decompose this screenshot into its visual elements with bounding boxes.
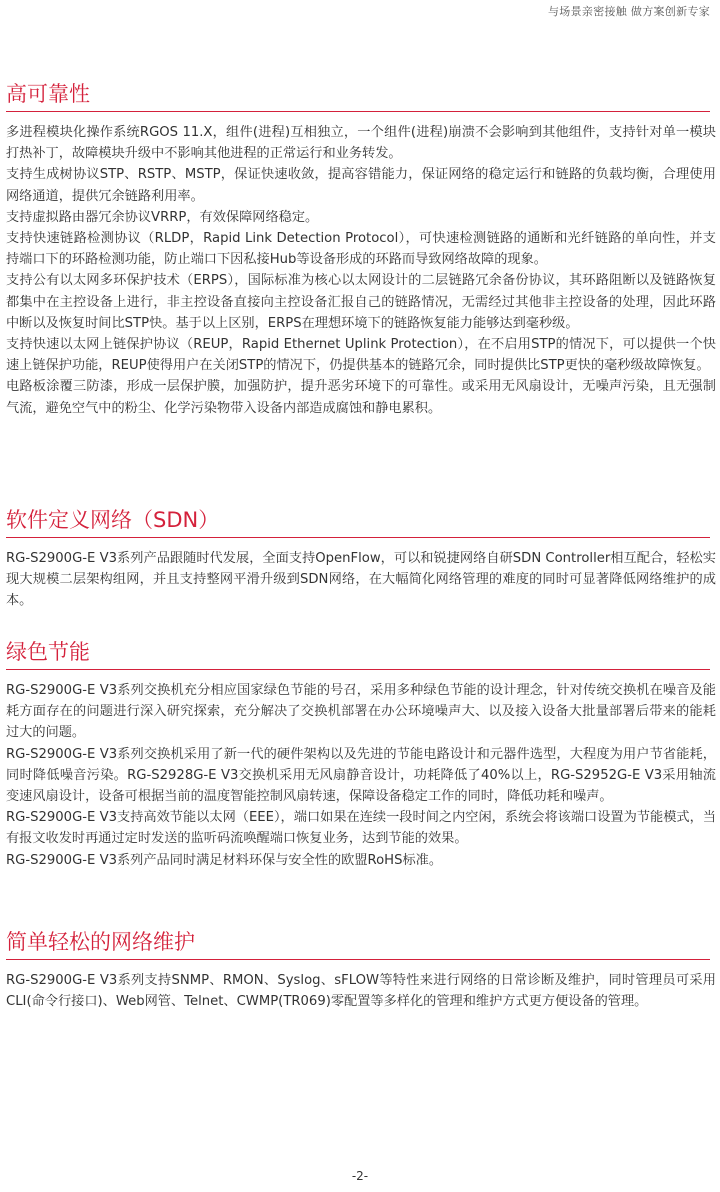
section-title: 绿色节能 <box>6 638 710 670</box>
page-number: -2- <box>351 1169 369 1183</box>
section-body <box>0 970 720 1012</box>
section-title: 高可靠性 <box>6 80 710 112</box>
paragraph: 电路板涂覆三防漆，形成一层保护膜，加强防护，提升恶劣环境下的可靠性。或采用无风扇设计，无噪声污染，且无强制气流，避免空气中的粉尘、化学污染物带入设备内部造成腐蚀和静电累积。 <box>6 379 716 416</box>
paragraph: 支持虚拟路由器冗余协议VRRP，有效保障网络稳定。 <box>6 209 319 225</box>
paragraph: 支持生成树协议STP、RSTP、MSTP，保证快速收敛，提高容错能力，保证网络的稳定运行和链路的负载均衡，合理使用网络通道，提供冗余链路利用率。 <box>6 167 716 204</box>
paragraph: RG-S2900G-E V3支持高效节能以太网（EEE），端口如果在连续一段时间之内空闲，系统会将该端口设置为节能模式，当有报文收发时再通过定时发送的监听码流唤醒端口恢复业务，达到节能的效果。 <box>6 810 716 847</box>
paragraph: 支持快速链路检测协议（RLDP，Rapid Link Detection Protocol），可快速检测链路的通断和光纤链路的单向性，并支持端口下的环路检测功能，防止端口下因私接Hub等设备形成的环路而导致网络故障的现象。 <box>6 231 716 268</box>
section-body <box>0 680 720 871</box>
paragraph: RG-S2900G-E V3系列产品同时满足材料环保与安全性的欧盟RoHS标准。 <box>6 852 443 868</box>
section-body <box>0 122 720 419</box>
paragraph: 支持快速以太网上链保护协议（REUP，Rapid Ethernet Uplink Protection），在不启用STP的情况下，可以提供一个快速上链保护功能，REUP使得用户在关闭STP的情况下，仍提供基本的链路冗余，同时提供比STP更快的毫秒级故障恢复。 <box>6 337 716 374</box>
paragraph: 多进程模块化操作系统RGOS 11.X，组件(进程)互相独立，一个组件(进程)崩溃不会影响到其他组件，支持针对单一模块打热补丁，故障模块升级中不影响其他进程的正常运行和业务转发。 <box>6 125 716 162</box>
paragraph: RG-S2900G-E V3系列支持SNMP、RMON、Syslog、sFLOW等特性来进行网络的日常诊断及维护，同时管理员可采用CLI(命令行接口)、Web网管、Telnet、CWMP(TR069)零配置等多样化的管理和维护方式更方便设备的管理。 <box>6 973 716 1010</box>
section-sdn <box>0 506 720 612</box>
paragraph: RG-S2900G-E V3系列产品跟随时代发展，全面支持OpenFlow，可以和锐捷网络自研SDN Controller相互配合，轻松实现大规模二层架构组网，并且支持整网平滑升级到SDN网络，在大幅简化网络管理的难度的同时可显著降低网络维护的成本。 <box>6 551 716 609</box>
section-body <box>0 548 720 612</box>
header-tagline: 与场景亲密接触 做方案创新专家 <box>548 5 710 18</box>
section-green-energy <box>0 638 720 871</box>
section-maintenance <box>0 928 720 1012</box>
paragraph: RG-S2900G-E V3系列交换机采用了新一代的硬件架构以及先进的节能电路设计和元器件选型，大程度为用户节省能耗，同时降低噪音污染。RG-S2928G-E V3交换机采用无风扇静音设计，功耗降低了40%以上，RG-S2952G-E V3采用轴流变速风扇设计，设备可根据当前的温度智能控制风扇转速，保障设备稳定工作的同时，降低功耗和噪声。 <box>6 746 716 805</box>
paragraph: 支持公有以太网多环保护技术（ERPS），国际标准为核心以太网设计的二层链路冗余备份协议，其环路阻断以及链路恢复都集中在主控设备上进行，非主控设备直接向主控设备汇报自己的链路情况，无需经过其他非主控设备的处理，因此环路中断以及恢复时间比STP快。基于以上区别，ERPS在理想环境下的链路恢复能力能够达到毫秒级。 <box>6 273 716 331</box>
section-title: 简单轻松的网络维护 <box>6 928 710 960</box>
paragraph: RG-S2900G-E V3系列交换机充分相应国家绿色节能的号召，采用多种绿色节能的设计理念，针对传统交换机在噪音及能耗方面存在的问题进行深入研究探索，充分解决了交换机部署在办公环境噪声大、以及接入设备大批量部署后带来的能耗过大的问题。 <box>6 683 716 741</box>
section-title: 软件定义网络（SDN） <box>6 506 710 538</box>
section-reliability <box>0 80 720 419</box>
